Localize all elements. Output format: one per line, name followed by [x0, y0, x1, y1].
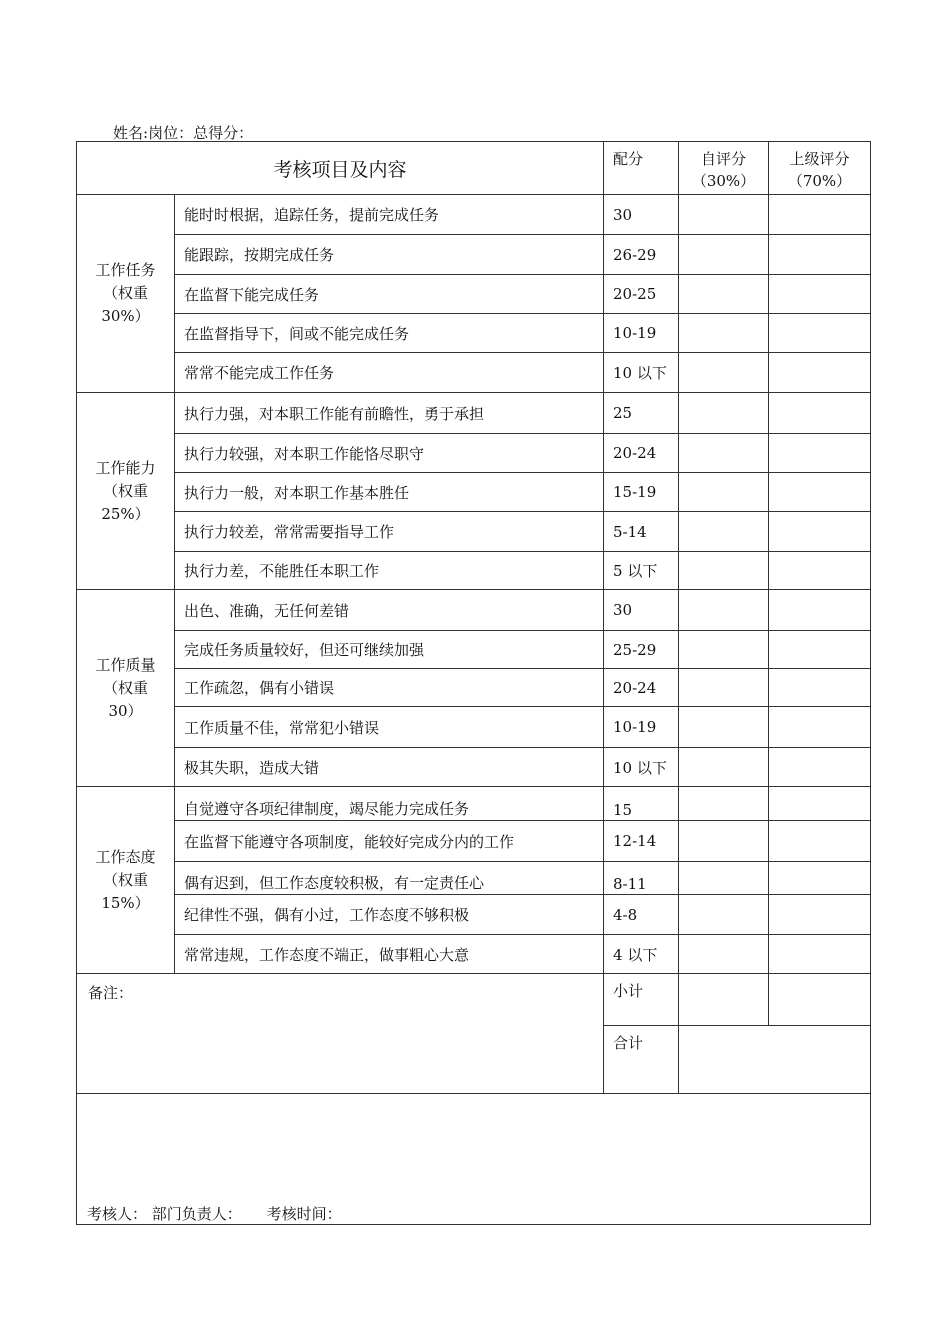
supervisor-score-cell[interactable]: [769, 275, 871, 314]
supervisor-score-cell[interactable]: [769, 235, 871, 275]
category-weight-value: 25%）: [101, 504, 150, 523]
table-row: [77, 935, 871, 974]
table-header-row: [77, 142, 871, 195]
criteria-text: 在监督指导下，间或不能完成任务: [175, 314, 604, 353]
self-score-cell[interactable]: [679, 862, 769, 895]
score-range: 8-11: [604, 862, 679, 895]
supervisor-score-header: [769, 142, 871, 195]
table-row: [77, 631, 871, 669]
score-range: 15-19: [604, 473, 679, 512]
assessor-label: 考核人：: [87, 1205, 148, 1223]
score-range: 25-29: [604, 631, 679, 669]
criteria-text: 纪律性不强，偶有小过，工作态度不够积极: [175, 895, 604, 935]
assessment-table: [76, 141, 871, 1225]
score-range: 10 以下: [604, 748, 679, 787]
category-name: 工作质量: [95, 655, 156, 674]
category-weight-label: （权重: [102, 678, 148, 697]
score-range: 10-19: [604, 707, 679, 748]
supervisor-score-cell[interactable]: [769, 669, 871, 707]
category-cell-ability: [77, 393, 175, 590]
table-row: [77, 669, 871, 707]
score-range: 4-8: [604, 895, 679, 935]
self-score-cell[interactable]: [679, 787, 769, 821]
self-score-cell[interactable]: [679, 631, 769, 669]
criteria-text: 自觉遵守各项纪律制度，竭尽能力完成任务: [175, 787, 604, 821]
supervisor-score-cell[interactable]: [769, 935, 871, 974]
self-subtotal-cell[interactable]: [679, 974, 769, 1026]
score-range: 5 以下: [604, 552, 679, 590]
table-row: [77, 393, 871, 434]
score-range: 10-19: [604, 314, 679, 353]
supervisor-score-cell[interactable]: [769, 787, 871, 821]
category-weight-label: （权重: [102, 284, 148, 302]
criteria-text: 常常违规，工作态度不端正，做事粗心大意: [175, 935, 604, 974]
self-score-cell[interactable]: [679, 895, 769, 935]
category-name: 工作态度: [95, 847, 156, 866]
category-weight-value: 30）: [108, 701, 143, 720]
total-value-cell[interactable]: [679, 1026, 871, 1094]
score-range: 30: [604, 195, 679, 235]
table-row: [77, 895, 871, 935]
supervisor-score-cell[interactable]: [769, 314, 871, 353]
criteria-text: 工作疏忽，偶有小错误: [175, 669, 604, 707]
self-score-cell[interactable]: [679, 748, 769, 787]
subtotal-label: 小计: [604, 974, 679, 1026]
score-range: 5-14: [604, 512, 679, 552]
self-score-cell[interactable]: [679, 434, 769, 473]
criteria-text: 出色、准确，无任何差错: [175, 590, 604, 631]
table-row: [77, 590, 871, 631]
score-range: 20-24: [604, 434, 679, 473]
table-row: [77, 434, 871, 473]
score-range: 20-25: [604, 275, 679, 314]
category-name: 工作能力: [95, 458, 156, 477]
criteria-text: 能时时根据，追踪任务，提前完成任务: [175, 195, 604, 235]
subtotal-row: [77, 974, 871, 1026]
score-range: 10 以下: [604, 353, 679, 393]
supervisor-score-cell[interactable]: [769, 748, 871, 787]
score-range: 30: [604, 590, 679, 631]
self-score-cell[interactable]: [679, 393, 769, 434]
supervisor-score-cell[interactable]: [769, 552, 871, 590]
criteria-text: 能跟踪，按期完成任务: [175, 235, 604, 275]
table-row: [77, 552, 871, 590]
self-score-cell[interactable]: [679, 669, 769, 707]
score-range: 25: [604, 393, 679, 434]
total-score-label: 总得分：: [193, 124, 254, 142]
name-label: 姓名:: [113, 124, 149, 142]
table-row: [77, 353, 871, 393]
self-score-cell[interactable]: [679, 935, 769, 974]
supervisor-score-weight: （70%）: [787, 172, 852, 190]
self-score-cell[interactable]: [679, 275, 769, 314]
supervisor-score-cell[interactable]: [769, 862, 871, 895]
signature-cell: [77, 1094, 871, 1225]
criteria-text: 执行力较差，常常需要指导工作: [175, 512, 604, 552]
self-score-cell[interactable]: [679, 707, 769, 748]
self-score-cell[interactable]: [679, 473, 769, 512]
supervisor-score-cell[interactable]: [769, 512, 871, 552]
criteria-text: 执行力差，不能胜任本职工作: [175, 552, 604, 590]
score-range: 12-14: [604, 821, 679, 862]
remarks-cell[interactable]: [77, 974, 604, 1094]
self-score-header: [679, 142, 769, 195]
table-row: [77, 748, 871, 787]
self-score-weight: （30%）: [691, 172, 756, 190]
category-weight-value: 30%）: [101, 307, 150, 325]
self-score-cell[interactable]: [679, 195, 769, 235]
table-row: [77, 235, 871, 275]
assessment-time-label: 考核时间：: [266, 1205, 342, 1223]
table-row: [77, 821, 871, 862]
supervisor-score-cell[interactable]: [769, 434, 871, 473]
criteria-text: 常常不能完成工作任务: [175, 353, 604, 393]
dept-head-label: 部门负责人：: [151, 1205, 242, 1223]
category-weight-label: （权重: [102, 481, 148, 500]
criteria-text: 执行力较强，对本职工作能恪尽职守: [175, 434, 604, 473]
self-score-cell[interactable]: [679, 552, 769, 590]
self-score-cell[interactable]: [679, 235, 769, 275]
criteria-text: 在监督下能遵守各项制度，能较好完成分内的工作: [175, 821, 604, 862]
category-cell-quality: [77, 590, 175, 787]
total-label: 合计: [604, 1026, 679, 1094]
table-row: [77, 862, 871, 895]
criteria-text: 偶有迟到，但工作态度较积极，有一定责任心: [175, 862, 604, 895]
supervisor-score-cell[interactable]: [769, 195, 871, 235]
criteria-text: 工作质量不佳，常常犯小错误: [175, 707, 604, 748]
criteria-text: 完成任务质量较好，但还可继续加强: [175, 631, 604, 669]
supervisor-score-label: 上级评分: [789, 150, 850, 168]
criteria-text: 极其失职，造成大错: [175, 748, 604, 787]
category-weight-value: 15%）: [101, 893, 150, 912]
supervisor-subtotal-cell[interactable]: [769, 974, 871, 1026]
category-name: 工作任务: [95, 261, 156, 279]
category-cell-task: [77, 195, 175, 393]
score-range: 15: [604, 787, 679, 821]
category-weight-label: （权重: [102, 870, 148, 889]
self-score-cell[interactable]: [679, 353, 769, 393]
supervisor-score-cell[interactable]: [769, 631, 871, 669]
supervisor-score-cell[interactable]: [769, 590, 871, 631]
supervisor-score-cell[interactable]: [769, 895, 871, 935]
table-row: [77, 314, 871, 353]
table-row: [77, 707, 871, 748]
criteria-text: 执行力强，对本职工作能有前瞻性，勇于承担: [175, 393, 604, 434]
table-row: [77, 195, 871, 235]
supervisor-score-cell[interactable]: [769, 473, 871, 512]
table-row: [77, 787, 871, 821]
form-header-fields: [113, 122, 253, 143]
score-range: 26-29: [604, 235, 679, 275]
supervisor-score-cell[interactable]: [769, 353, 871, 393]
signature-row: [77, 1094, 871, 1225]
self-score-cell[interactable]: [679, 512, 769, 552]
category-cell-attitude: [77, 787, 175, 974]
remarks-label: 备注：: [88, 984, 134, 1002]
self-score-cell[interactable]: [679, 821, 769, 862]
self-score-label: 自评分: [701, 150, 747, 168]
self-score-cell[interactable]: [679, 314, 769, 353]
position-label: 岗位：: [148, 124, 194, 142]
supervisor-score-cell[interactable]: [769, 393, 871, 434]
score-range: 4 以下: [604, 935, 679, 974]
supervisor-score-cell[interactable]: [769, 707, 871, 748]
table-row: [77, 512, 871, 552]
table-row: [77, 473, 871, 512]
score-header: 配分: [604, 142, 679, 195]
supervisor-score-cell[interactable]: [769, 821, 871, 862]
table-row: [77, 275, 871, 314]
criteria-text: 执行力一般，对本职工作基本胜任: [175, 473, 604, 512]
table-title: 考核项目及内容: [77, 142, 604, 195]
self-score-cell[interactable]: [679, 590, 769, 631]
criteria-text: 在监督下能完成任务: [175, 275, 604, 314]
score-range: 20-24: [604, 669, 679, 707]
